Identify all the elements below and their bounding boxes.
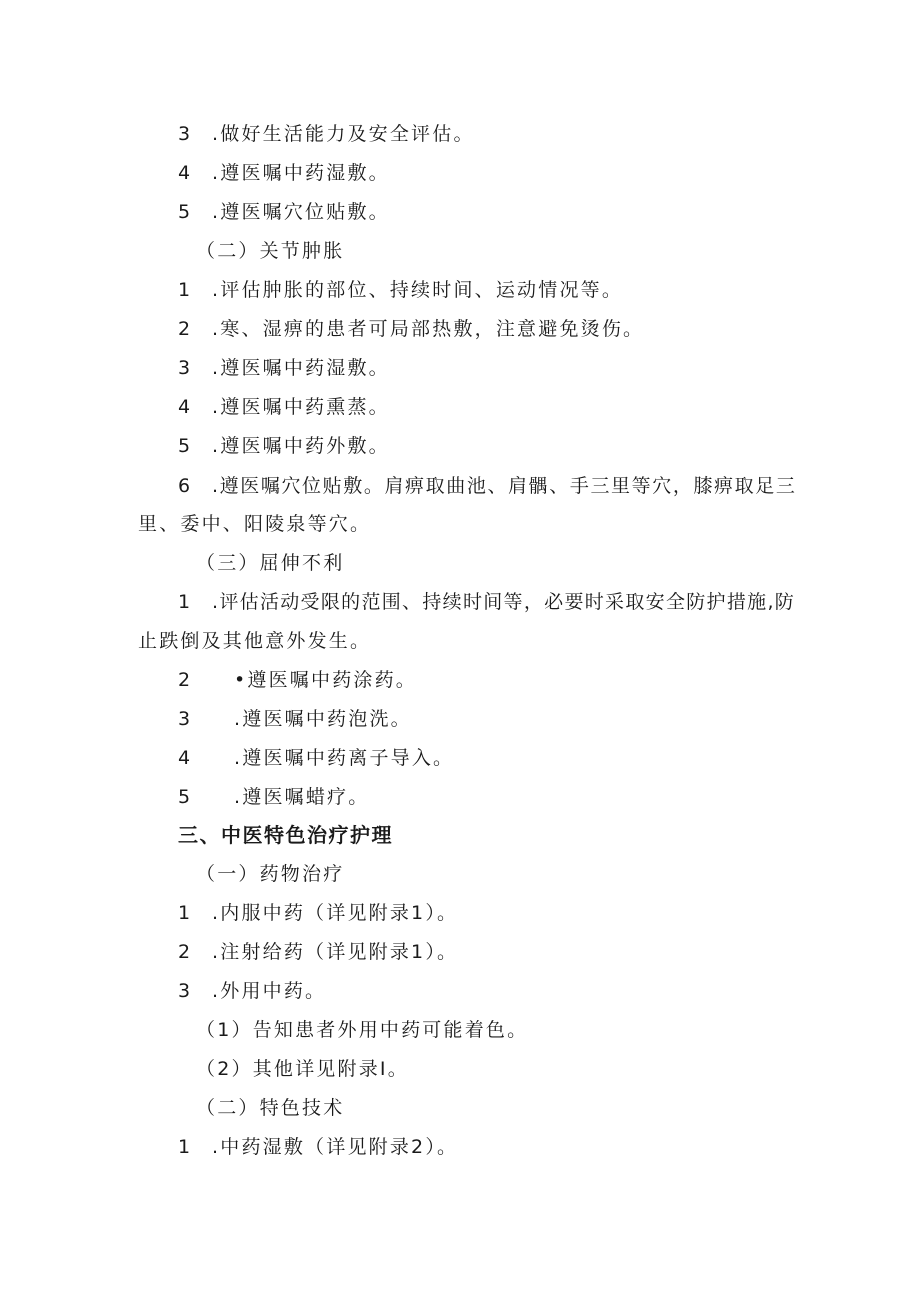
list-item	[178, 434, 390, 458]
list-item	[178, 668, 417, 692]
item-text: .评估肿胀的部位、持续时间、运动情况等。	[212, 279, 624, 301]
item-number: 5	[178, 201, 191, 223]
list-item	[178, 940, 458, 964]
list-item	[178, 590, 795, 614]
item-number: 3	[178, 123, 191, 145]
item-number: 1	[178, 1136, 191, 1158]
item-text: .遵医嘱中药外敷。	[212, 435, 390, 457]
item-text: .外用中药。	[212, 980, 327, 1002]
subsection-heading: （三）屈伸不利	[196, 552, 345, 574]
list-item	[178, 474, 796, 498]
item-text: .寒、湿痹的患者可局部热敷，注意避免烫伤。	[212, 318, 645, 340]
item-number: 1	[178, 902, 191, 924]
item-number: 6	[178, 475, 191, 497]
list-item	[178, 395, 390, 419]
item-text: .遵医嘱中药泡洗。	[234, 708, 412, 730]
item-number: 2	[178, 669, 191, 691]
item-text: .遵医嘱中药熏蒸。	[212, 396, 390, 418]
item-text: .遵医嘱中药离子导入。	[234, 747, 455, 769]
list-item	[178, 746, 454, 770]
list-item	[178, 901, 458, 925]
item-number: 4	[178, 747, 191, 769]
item-text: .评估活动受限的范围、持续时间等，必要时采取安全防护措施,防	[212, 591, 796, 613]
sub-list-item: （1）告知患者外用中药可能着色。	[196, 1019, 529, 1041]
item-text: .遵医嘱穴位贴敷。	[212, 201, 390, 223]
list-item	[178, 1135, 458, 1159]
item-text: .注射给药（详见附录1）。	[212, 941, 459, 963]
continuation-text: 里、委中、阳陵泉等穴。	[138, 513, 372, 535]
item-text: .遵医嘱蜡疗。	[234, 786, 370, 808]
subsection-heading: （二）特色技术	[196, 1097, 345, 1119]
section-heading: 三、中医特色治疗护理	[178, 823, 393, 847]
continuation-text: 止跌倒及其他意外发生。	[138, 630, 372, 652]
item-number: 4	[178, 396, 191, 418]
item-text: .遵医嘱穴位贴敷。肩痹取曲池、肩髃、手三里等穴，膝痹取足三	[212, 475, 797, 497]
item-number: 5	[178, 786, 191, 808]
list-item	[178, 278, 623, 302]
list-item	[178, 317, 644, 341]
item-number: 4	[178, 162, 191, 184]
subsection-heading: （一）药物治疗	[196, 863, 345, 885]
item-number: 3	[178, 357, 191, 379]
item-text: .中药湿敷（详见附录2）。	[212, 1136, 459, 1158]
item-number: 3	[178, 708, 191, 730]
item-number: 2	[178, 318, 191, 340]
list-item	[178, 122, 475, 146]
item-number: 3	[178, 980, 191, 1002]
item-text: .做好生活能力及安全评估。	[212, 123, 475, 145]
item-text: .遵医嘱中药湿敷。	[212, 162, 390, 184]
list-item	[178, 200, 390, 224]
sub-list-item: （2）其他详见附录I。	[196, 1058, 409, 1080]
item-text: .遵医嘱中药湿敷。	[212, 357, 390, 379]
list-item	[178, 707, 412, 731]
item-number: 1	[178, 591, 191, 613]
list-item	[178, 979, 326, 1003]
list-item	[178, 161, 390, 185]
item-number: 1	[178, 279, 191, 301]
item-text: .内服中药（详见附录1）。	[212, 902, 459, 924]
list-item	[178, 356, 390, 380]
subsection-heading: （二）关节肿胀	[196, 240, 345, 262]
item-number: 5	[178, 435, 191, 457]
item-text: •遵医嘱中药涂药。	[234, 669, 418, 691]
item-number: 2	[178, 941, 191, 963]
list-item	[178, 785, 369, 809]
